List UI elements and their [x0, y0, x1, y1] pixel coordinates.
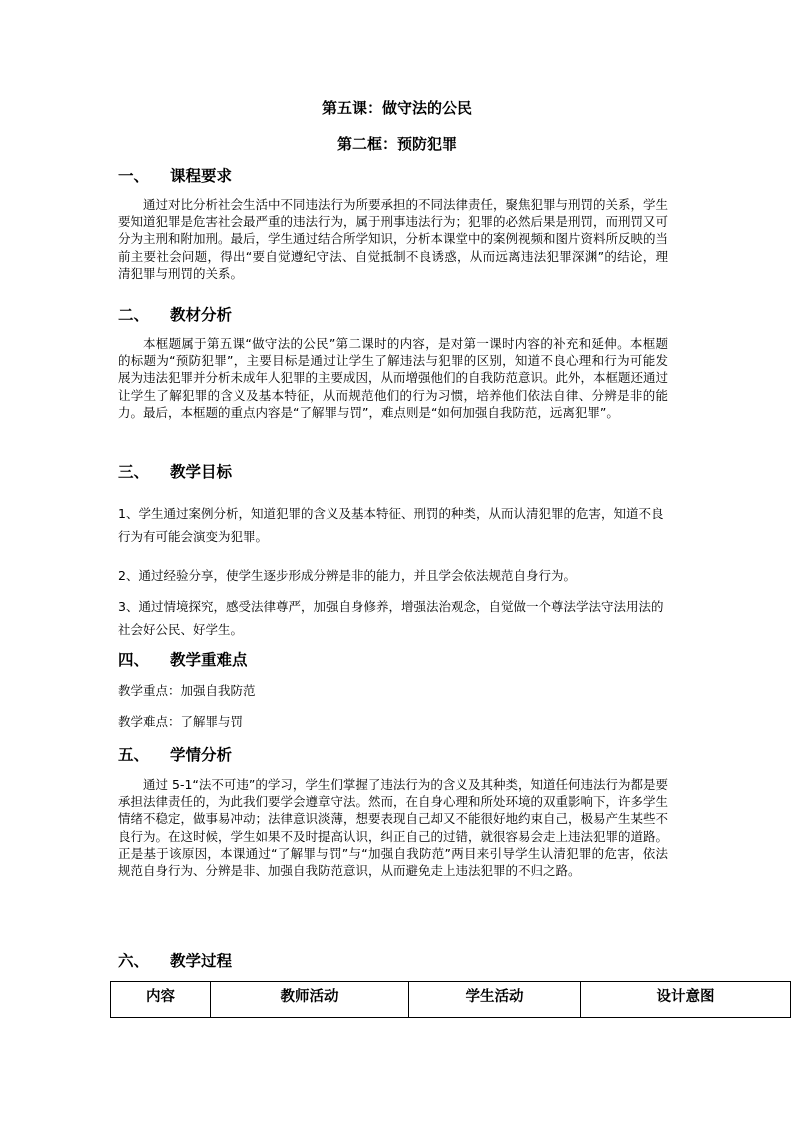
- heading-key-difficult-points: [118, 648, 248, 670]
- column-header-student-activity: 学生活动: [409, 982, 581, 1018]
- heading-material-analysis: [118, 303, 232, 325]
- heading-text: 教材分析: [170, 306, 233, 324]
- heading-course-requirements: [118, 164, 232, 186]
- heading-number: 一、: [118, 167, 150, 185]
- heading-text: 教学目标: [170, 463, 233, 481]
- key-point: 教学重点：加强自我防范: [118, 683, 256, 698]
- teaching-process-table: [110, 981, 791, 1018]
- heading-teaching-objectives: [118, 460, 232, 482]
- section-title: 第二框：预防犯罪: [336, 135, 457, 153]
- heading-text: 学情分析: [170, 746, 233, 764]
- heading-number: 二、: [118, 306, 150, 324]
- heading-text: 教学重难点: [170, 651, 248, 669]
- column-header-teacher-activity: 教师活动: [211, 982, 409, 1018]
- table-header-row: [111, 982, 791, 1018]
- material-analysis-paragraph: 本框题属于第五课“做守法的公民”第二课时的内容，是对第一课时内容的补充和延伸。本框题的标题为“预防犯罪”，主要目标是通过让学生了解违法与犯罪的区别，知道不良心理和行为可能发展为违法犯罪并分析未成年人犯罪的主要成因，从而增强他们的自我防范意识。此外，本框题还通过让学生了解犯罪的含义及基本特征，从而规范他们的行为习惯，培养他们依法自律、分辨是非的能力。最后，本框题的重点内容是“了解罪与罚”，难点则是“如何加强自我防范，远离犯罪”。: [118, 336, 669, 420]
- lesson-title: 第五课：做守法的公民: [321, 99, 472, 117]
- difficult-point: 教学难点：了解罪与罚: [118, 714, 244, 729]
- column-header-design-intent: 设计意图: [581, 982, 791, 1018]
- column-header-content: 内容: [111, 982, 211, 1018]
- objective-item-2: 2、通过经验分享，使学生逐步形成分辨是非的能力，并且学会依法规范自身行为。: [118, 568, 576, 583]
- heading-number: 四、: [118, 651, 150, 669]
- heading-text: 教学过程: [170, 952, 233, 970]
- heading-number: 六、: [118, 952, 150, 970]
- student-analysis-paragraph: 通过 5-1“法不可违”的学习，学生们掌握了违法行为的含义及其种类，知道任何违法行为都是要承担法律责任的，为此我们要学会遵章守法。然而，在自身心理和所处环境的双重影响下，许多学生情绪不稳定，做事易冲动；法律意识淡薄，想要表现自己却又不能很好地约束自己，极易产生某些不良行为。在这时候，学生如果不及时提高认识，纠正自己的过错，就很容易会走上违法犯罪的道路。正是基于该原因，本课通过“了解罪与罚”与“加强自我防范”两目来引导学生认清犯罪的危害，依法规范自身行为、分辨是非、加强自我防范意识，从而避免走上违法犯罪的不归之路。: [118, 777, 669, 879]
- objective-item-3: 3、通过情境探究，感受法律尊严，加强自身修养，增强法治观念，自觉做一个尊法学法守法用法的社会好公民、好学生。: [118, 599, 664, 637]
- heading-number: 三、: [118, 463, 150, 481]
- heading-text: 课程要求: [170, 167, 233, 185]
- heading-student-analysis: [118, 743, 232, 765]
- course-requirements-paragraph: 通过对比分析社会生活中不同违法行为所要承担的不同法律责任，聚焦犯罪与刑罚的关系，学生要知道犯罪是危害社会最严重的违法行为，属于刑事违法行为；犯罪的必然后果是刑罚，而刑罚又可分为主刑和附加刑。最后，学生通过结合所学知识，分析本课堂中的案例视频和图片资料所反映的当前主要社会问题，得出“要自觉遵纪守法、自觉抵制不良诱惑，从而远离违法犯罪深渊”的结论，理清犯罪与刑罚的关系。: [118, 197, 669, 281]
- objective-item-1: 1、学生通过案例分析，知道犯罪的含义及基本特征、刑罚的种类，从而认清犯罪的危害，知道不良行为有可能会演变为犯罪。: [118, 506, 664, 544]
- heading-number: 五、: [118, 746, 150, 764]
- heading-teaching-process: [118, 949, 232, 971]
